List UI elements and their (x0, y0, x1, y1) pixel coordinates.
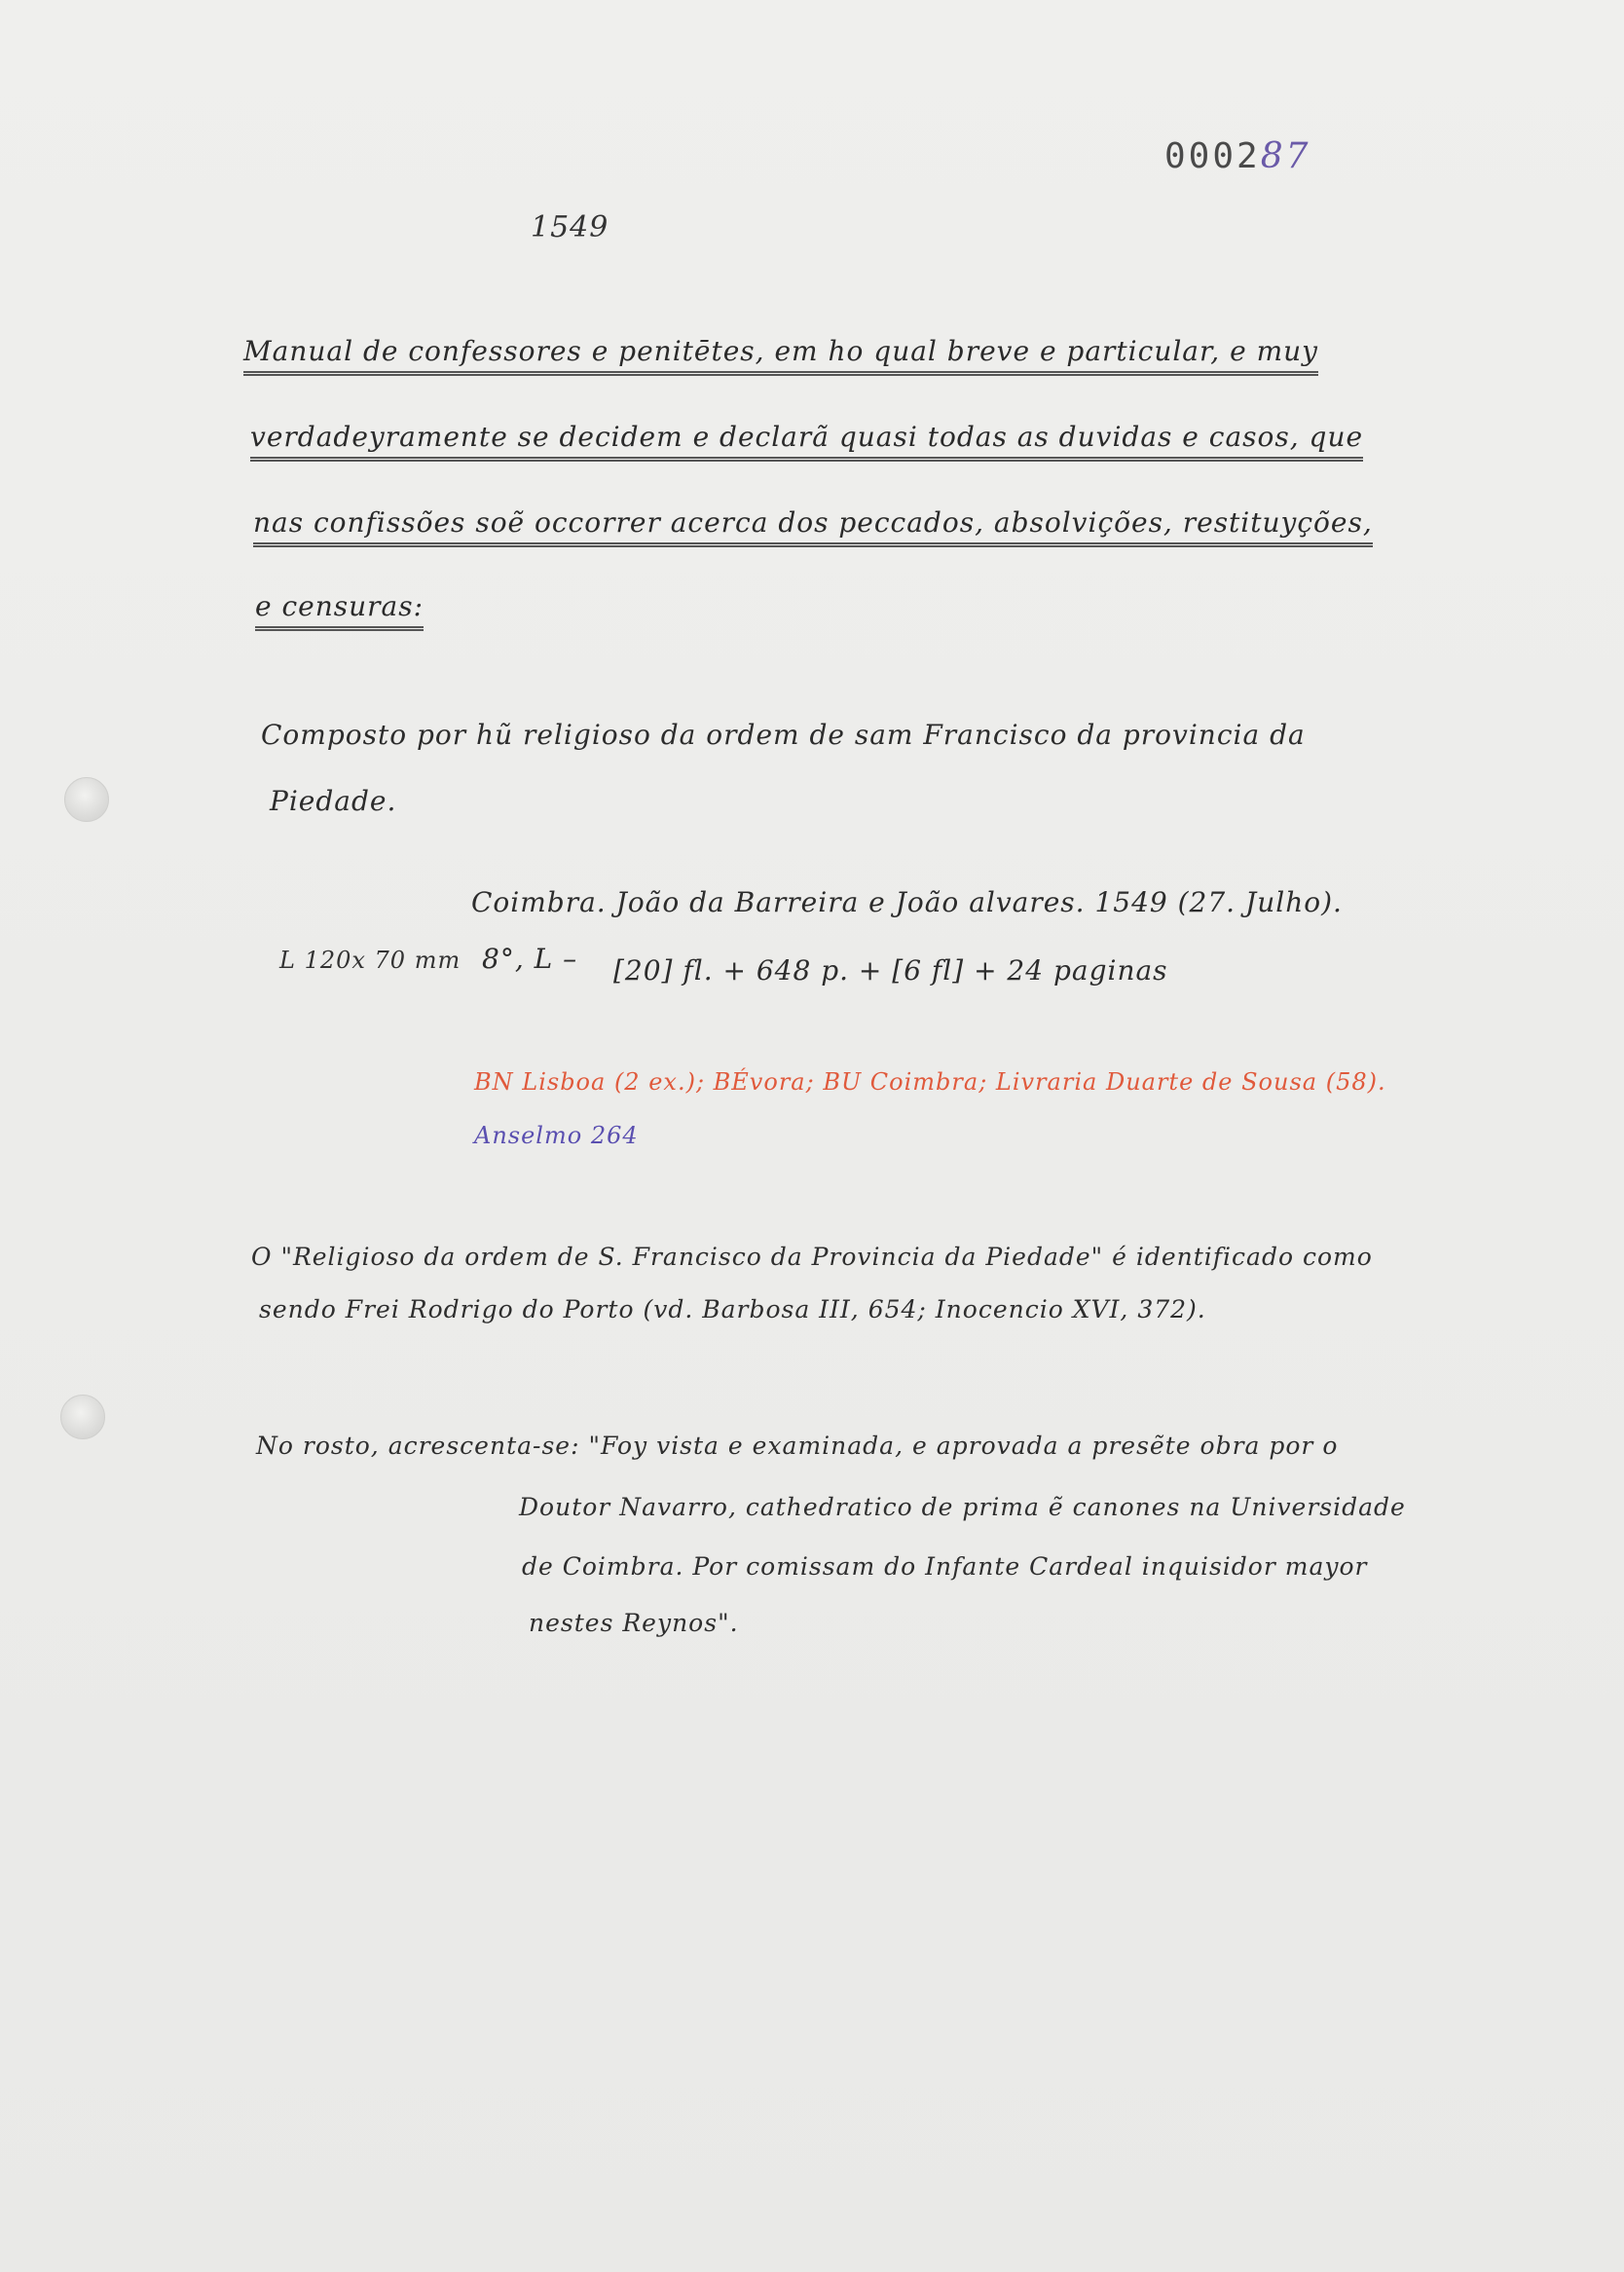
note-line: No rosto, acrescenta-se: "Foy vista e examinada, e aprovada a presẽte obra por o (256, 1432, 1339, 1460)
imprint-line: Coimbra. João da Barreira e João alvares. 1549 (27. Julho). (471, 886, 1343, 918)
bibliographic-reference: Anselmo 264 (474, 1122, 639, 1149)
author-line: Piedade. (270, 785, 397, 817)
note-line: de Coimbra. Por comissam do Infante Cardeal inquisidor mayor (522, 1552, 1368, 1581)
dimensions: L 120x 70 mm (279, 947, 461, 974)
author-line: Composto por hũ religioso da ordem de sam Francisco da provincia da (261, 719, 1306, 751)
note-line: sendo Frei Rodrigo do Porto (vd. Barbosa III, 654; Inocencio XVI, 372). (259, 1295, 1206, 1323)
library-locations: BN Lisboa (2 ex.); BÉvora; BU Coimbra; Livraria Duarte de Sousa (58). (474, 1068, 1386, 1096)
collation: [20] fl. + 648 p. + [6 fl] + 24 paginas (613, 954, 1168, 987)
reference-number (1164, 136, 1311, 176)
note-line: Doutor Navarro, cathedratico de prima ẽ canones na Universidade (519, 1493, 1406, 1521)
title-line: Manual de confessores e penitētes, em ho qual breve e particular, e muy (243, 335, 1318, 376)
punch-hole-upper (64, 777, 109, 822)
punch-hole-lower (60, 1395, 105, 1439)
year-heading: 1549 (531, 210, 609, 244)
note-line: O "Religioso da ordem de S. Francisco da Provincia da Piedade" é identificado como (251, 1243, 1373, 1271)
title-line: e censuras: (255, 590, 424, 631)
title-line: verdadeyramente se decidem e declarã quasi todas as duvidas e casos, que (250, 421, 1363, 462)
title-line: nas confissões soẽ occorrer acerca dos peccados, absolvições, restituyções, (253, 506, 1373, 547)
format: 8°, L – (482, 943, 578, 975)
reference-number-handwritten: 87 (1260, 136, 1311, 176)
reference-number-printed: 0002 (1164, 136, 1261, 176)
note-line: nestes Reynos". (529, 1609, 739, 1637)
